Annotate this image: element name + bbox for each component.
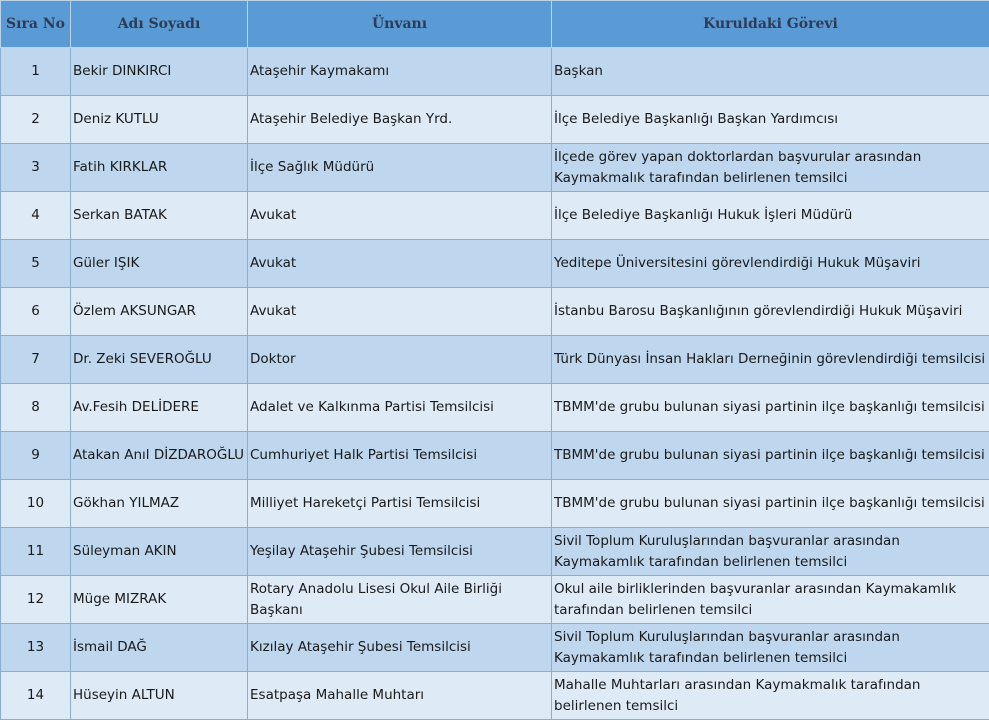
cell-adi-soyadi: Deniz KUTLU (71, 96, 248, 144)
header-row (1, 1, 989, 48)
cell-unvani: Ataşehir Kaymakamı (248, 48, 552, 96)
header-kuruldaki-gorevi: Kuruldaki Görevi (552, 1, 989, 48)
cell-unvani: Yeşilay Ataşehir Şubesi Temsilcisi (248, 528, 552, 576)
table-row (1, 432, 989, 480)
cell-adi-soyadi: Dr. Zeki SEVEROĞLU (71, 336, 248, 384)
table-row (1, 48, 989, 96)
table-row (1, 576, 989, 624)
cell-sira-no: 14 (1, 672, 71, 720)
table-row (1, 384, 989, 432)
table-row (1, 96, 989, 144)
header-adi-soyadi: Adı Soyadı (71, 1, 248, 48)
cell-unvani: Avukat (248, 240, 552, 288)
table-row (1, 672, 989, 720)
table-row (1, 624, 989, 672)
table-body (1, 48, 989, 720)
table-row (1, 480, 989, 528)
table-row (1, 240, 989, 288)
cell-sira-no: 10 (1, 480, 71, 528)
cell-unvani: Kızılay Ataşehir Şubesi Temsilcisi (248, 624, 552, 672)
cell-adi-soyadi: Süleyman AKIN (71, 528, 248, 576)
cell-kuruldaki-gorevi: TBMM'de grubu bulunan siyasi partinin ilçe başkanlığı temsilcisi (552, 384, 989, 432)
cell-unvani: Adalet ve Kalkınma Partisi Temsilcisi (248, 384, 552, 432)
cell-sira-no: 12 (1, 576, 71, 624)
table-row (1, 144, 989, 192)
cell-adi-soyadi: Hüseyin ALTUN (71, 672, 248, 720)
cell-kuruldaki-gorevi: TBMM'de grubu bulunan siyasi partinin ilçe başkanlığı temsilcisi (552, 432, 989, 480)
cell-unvani: Ataşehir Belediye Başkan Yrd. (248, 96, 552, 144)
cell-sira-no: 13 (1, 624, 71, 672)
cell-adi-soyadi: Özlem AKSUNGAR (71, 288, 248, 336)
cell-kuruldaki-gorevi: Okul aile birliklerinden başvuranlar arasından Kaymakamlık tarafından belirlenen temsilci (552, 576, 989, 624)
cell-adi-soyadi: Gökhan YILMAZ (71, 480, 248, 528)
cell-adi-soyadi: Fatih KIRKLAR (71, 144, 248, 192)
cell-sira-no: 7 (1, 336, 71, 384)
cell-kuruldaki-gorevi: Başkan (552, 48, 989, 96)
table-row (1, 528, 989, 576)
cell-sira-no: 5 (1, 240, 71, 288)
cell-kuruldaki-gorevi: Sivil Toplum Kuruluşlarından başvuranlar arasından Kaymakamlık tarafından belirlenen temsilci (552, 624, 989, 672)
cell-sira-no: 4 (1, 192, 71, 240)
table-row (1, 192, 989, 240)
cell-kuruldaki-gorevi: Yeditepe Üniversitesini görevlendirdiği Hukuk Müşaviri (552, 240, 989, 288)
cell-adi-soyadi: İsmail DAĞ (71, 624, 248, 672)
cell-adi-soyadi: Serkan BATAK (71, 192, 248, 240)
cell-kuruldaki-gorevi: TBMM'de grubu bulunan siyasi partinin ilçe başkanlığı temsilcisi (552, 480, 989, 528)
cell-adi-soyadi: Bekir DINKIRCI (71, 48, 248, 96)
cell-sira-no: 6 (1, 288, 71, 336)
cell-sira-no: 9 (1, 432, 71, 480)
cell-kuruldaki-gorevi: Mahalle Muhtarları arasından Kaymakmalık tarafından belirlenen temsilci (552, 672, 989, 720)
cell-adi-soyadi: Müge MIZRAK (71, 576, 248, 624)
cell-unvani: Milliyet Hareketçi Partisi Temsilcisi (248, 480, 552, 528)
cell-kuruldaki-gorevi: Türk Dünyası İnsan Hakları Derneğinin görevlendirdiği temsilcisi (552, 336, 989, 384)
cell-adi-soyadi: Güler IŞIK (71, 240, 248, 288)
cell-kuruldaki-gorevi: İlçe Belediye Başkanlığı Başkan Yardımcısı (552, 96, 989, 144)
cell-kuruldaki-gorevi: Sivil Toplum Kuruluşlarından başvuranlar arasından Kaymakamlık tarafından belirlenen temsilci (552, 528, 989, 576)
table-row (1, 288, 989, 336)
cell-kuruldaki-gorevi: İlçe Belediye Başkanlığı Hukuk İşleri Müdürü (552, 192, 989, 240)
header-sira-no: Sıra No (1, 1, 71, 48)
cell-unvani: Esatpaşa Mahalle Muhtarı (248, 672, 552, 720)
cell-unvani: Cumhuriyet Halk Partisi Temsilcisi (248, 432, 552, 480)
cell-unvani: Avukat (248, 192, 552, 240)
cell-adi-soyadi: Atakan Anıl DİZDAROĞLU (71, 432, 248, 480)
cell-adi-soyadi: Av.Fesih DELİDERE (71, 384, 248, 432)
cell-unvani: Doktor (248, 336, 552, 384)
cell-sira-no: 8 (1, 384, 71, 432)
cell-kuruldaki-gorevi: İlçede görev yapan doktorlardan başvurular arasından Kaymakmalık tarafından belirlenen temsilci (552, 144, 989, 192)
cell-unvani: Avukat (248, 288, 552, 336)
cell-sira-no: 2 (1, 96, 71, 144)
header-unvani: Ünvanı (248, 1, 552, 48)
cell-sira-no: 11 (1, 528, 71, 576)
cell-unvani: İlçe Sağlık Müdürü (248, 144, 552, 192)
cell-sira-no: 1 (1, 48, 71, 96)
cell-kuruldaki-gorevi: İstanbu Barosu Başkanlığının görevlendirdiği Hukuk Müşaviri (552, 288, 989, 336)
table-row (1, 336, 989, 384)
cell-sira-no: 3 (1, 144, 71, 192)
cell-unvani: Rotary Anadolu Lisesi Okul Aile Birliği Başkanı (248, 576, 552, 624)
